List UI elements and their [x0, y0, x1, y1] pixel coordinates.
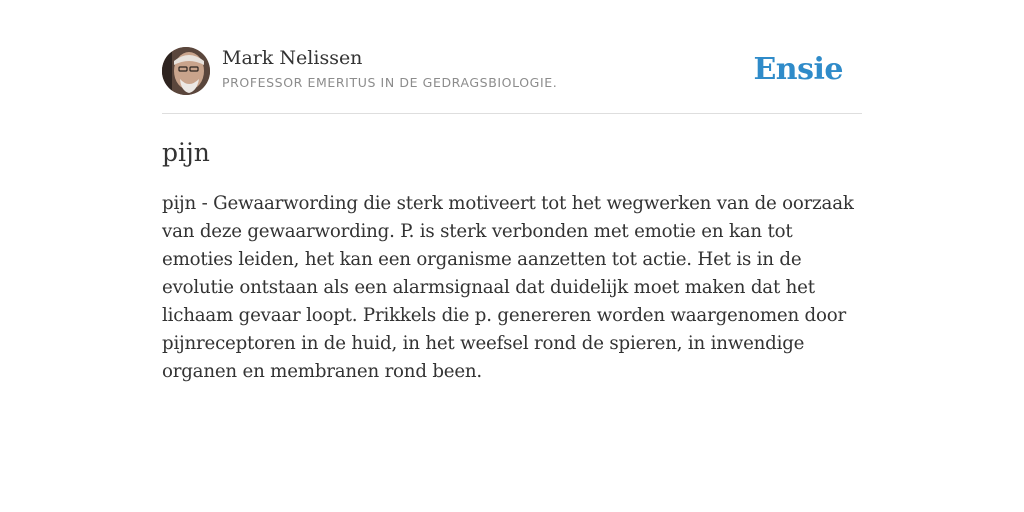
avatar[interactable]	[162, 47, 210, 95]
author-name[interactable]: Mark Nelissen	[222, 47, 363, 69]
author-description: PROFESSOR EMERITUS IN DE GEDRAGSBIOLOGIE.	[222, 75, 558, 90]
avatar-portrait-icon	[162, 47, 210, 95]
header	[162, 0, 862, 114]
page	[162, 0, 862, 382]
page-title: pijn	[162, 138, 210, 167]
definition-text: pijn - Gewaarwording die sterk motiveert tot het wegwerken van de oorzaak van deze gewaarwording. P. is sterk verbonden met emotie en kan tot emoties leiden, het kan een organisme aanzetten tot actie. Het is in de evolutie ontstaan als een alarmsignaal dat duidelijk moet maken dat het lichaam gevaar loopt. Prikkels die p. genereren worden waargenomen door pijnreceptoren in de huid, in het weefsel rond de spieren, in inwendige organen en membranen rond been.	[162, 193, 854, 382]
ensie-logo-link[interactable]: Ensie	[753, 52, 843, 87]
